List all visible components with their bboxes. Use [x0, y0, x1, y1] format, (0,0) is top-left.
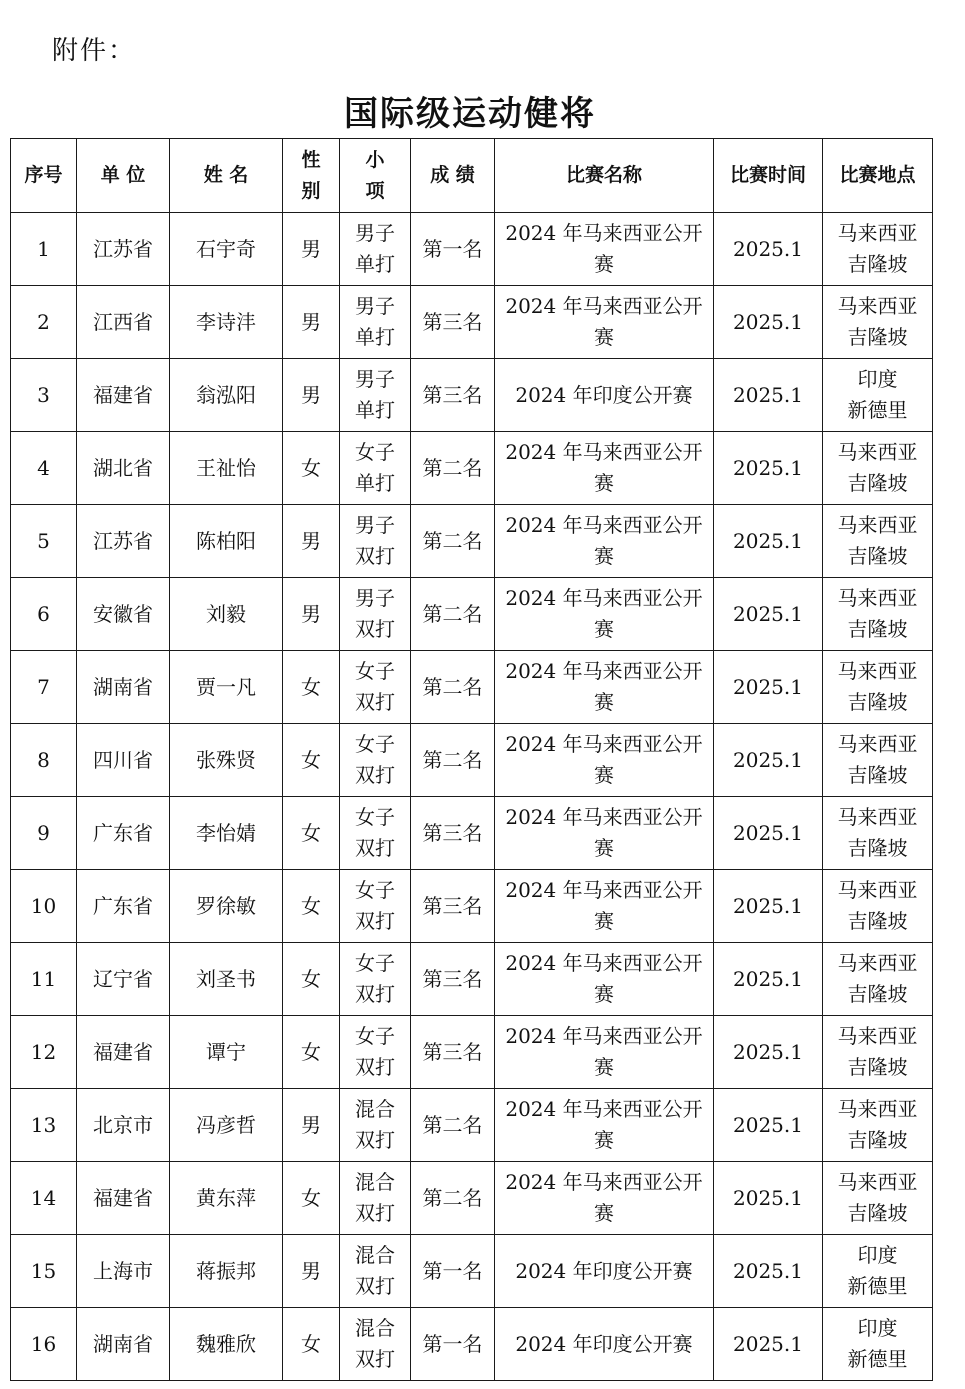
table-row: [11, 432, 933, 505]
cell-location: 马来西亚 吉隆坡: [823, 1162, 933, 1235]
cell-unit: 湖南省: [77, 1308, 170, 1381]
cell-result: 第三名: [411, 286, 495, 359]
cell-time: 2025.1: [714, 1089, 823, 1162]
cell-gender: 男: [283, 505, 340, 578]
cell-no: 7: [11, 651, 77, 724]
cell-unit: 上海市: [77, 1235, 170, 1308]
cell-time: 2025.1: [714, 1308, 823, 1381]
cell-result: 第三名: [411, 797, 495, 870]
cell-result: 第一名: [411, 1235, 495, 1308]
cell-event: 女子 单打: [340, 432, 411, 505]
cell-no: 8: [11, 724, 77, 797]
cell-event: 女子 双打: [340, 797, 411, 870]
cell-unit: 辽宁省: [77, 943, 170, 1016]
cell-event: 女子 双打: [340, 651, 411, 724]
cell-competition: 2024 年马来西亚公开赛: [495, 432, 714, 505]
cell-time: 2025.1: [714, 797, 823, 870]
col-header-no: 序号: [11, 139, 77, 213]
col-header-competition: 比赛名称: [495, 139, 714, 213]
cell-location: 马来西亚 吉隆坡: [823, 1089, 933, 1162]
cell-gender: 女: [283, 1162, 340, 1235]
table-row: [11, 651, 933, 724]
cell-result: 第一名: [411, 213, 495, 286]
cell-name: 石宇奇: [170, 213, 283, 286]
cell-competition: 2024 年马来西亚公开赛: [495, 870, 714, 943]
cell-no: 4: [11, 432, 77, 505]
cell-gender: 女: [283, 724, 340, 797]
col-header-result: 成 绩: [411, 139, 495, 213]
cell-competition: 2024 年印度公开赛: [495, 1308, 714, 1381]
cell-time: 2025.1: [714, 943, 823, 1016]
cell-name: 李怡婧: [170, 797, 283, 870]
cell-time: 2025.1: [714, 286, 823, 359]
cell-event: 混合 双打: [340, 1235, 411, 1308]
cell-name: 蒋振邦: [170, 1235, 283, 1308]
cell-competition: 2024 年马来西亚公开赛: [495, 505, 714, 578]
cell-result: 第二名: [411, 432, 495, 505]
cell-location: 印度 新德里: [823, 1308, 933, 1381]
cell-time: 2025.1: [714, 651, 823, 724]
cell-result: 第二名: [411, 651, 495, 724]
cell-unit: 湖北省: [77, 432, 170, 505]
table-row: [11, 578, 933, 651]
cell-time: 2025.1: [714, 432, 823, 505]
cell-location: 马来西亚 吉隆坡: [823, 213, 933, 286]
cell-gender: 女: [283, 1308, 340, 1381]
col-header-location: 比赛地点: [823, 139, 933, 213]
cell-no: 6: [11, 578, 77, 651]
table-row: [11, 359, 933, 432]
cell-no: 15: [11, 1235, 77, 1308]
cell-gender: 男: [283, 359, 340, 432]
cell-name: 魏雅欣: [170, 1308, 283, 1381]
cell-location: 印度 新德里: [823, 359, 933, 432]
table-header-row: [11, 139, 933, 213]
cell-name: 翁泓阳: [170, 359, 283, 432]
cell-time: 2025.1: [714, 213, 823, 286]
cell-no: 13: [11, 1089, 77, 1162]
cell-unit: 江西省: [77, 286, 170, 359]
cell-competition: 2024 年马来西亚公开赛: [495, 1016, 714, 1089]
cell-no: 14: [11, 1162, 77, 1235]
cell-no: 11: [11, 943, 77, 1016]
cell-unit: 江苏省: [77, 505, 170, 578]
cell-time: 2025.1: [714, 578, 823, 651]
cell-unit: 北京市: [77, 1089, 170, 1162]
cell-unit: 福建省: [77, 1016, 170, 1089]
table-row: [11, 797, 933, 870]
attachment-label: 附件：: [52, 36, 137, 66]
cell-competition: 2024 年马来西亚公开赛: [495, 797, 714, 870]
cell-gender: 女: [283, 943, 340, 1016]
cell-competition: 2024 年马来西亚公开赛: [495, 1162, 714, 1235]
cell-location: 马来西亚 吉隆坡: [823, 870, 933, 943]
cell-location: 马来西亚 吉隆坡: [823, 578, 933, 651]
cell-competition: 2024 年马来西亚公开赛: [495, 943, 714, 1016]
cell-competition: 2024 年马来西亚公开赛: [495, 578, 714, 651]
cell-unit: 湖南省: [77, 651, 170, 724]
athlete-table: [10, 138, 933, 1381]
cell-name: 王祉怡: [170, 432, 283, 505]
table-row: [11, 286, 933, 359]
cell-result: 第三名: [411, 943, 495, 1016]
cell-time: 2025.1: [714, 1235, 823, 1308]
cell-time: 2025.1: [714, 359, 823, 432]
cell-name: 谭宁: [170, 1016, 283, 1089]
cell-no: 1: [11, 213, 77, 286]
cell-event: 女子 双打: [340, 724, 411, 797]
cell-no: 12: [11, 1016, 77, 1089]
cell-location: 印度 新德里: [823, 1235, 933, 1308]
cell-competition: 2024 年马来西亚公开赛: [495, 724, 714, 797]
cell-event: 男子 单打: [340, 213, 411, 286]
cell-event: 混合 双打: [340, 1162, 411, 1235]
table-row: [11, 1308, 933, 1381]
table-row: [11, 1162, 933, 1235]
cell-name: 冯彦哲: [170, 1089, 283, 1162]
cell-gender: 女: [283, 651, 340, 724]
cell-unit: 福建省: [77, 1162, 170, 1235]
cell-result: 第三名: [411, 870, 495, 943]
cell-time: 2025.1: [714, 505, 823, 578]
cell-result: 第二名: [411, 578, 495, 651]
table-row: [11, 1235, 933, 1308]
cell-competition: 2024 年马来西亚公开赛: [495, 651, 714, 724]
cell-gender: 女: [283, 797, 340, 870]
cell-time: 2025.1: [714, 724, 823, 797]
cell-location: 马来西亚 吉隆坡: [823, 651, 933, 724]
cell-result: 第二名: [411, 1162, 495, 1235]
cell-gender: 女: [283, 432, 340, 505]
cell-name: 陈柏阳: [170, 505, 283, 578]
cell-competition: 2024 年印度公开赛: [495, 1235, 714, 1308]
page-title: 国际级运动健将: [344, 94, 596, 134]
cell-event: 混合 双打: [340, 1089, 411, 1162]
cell-name: 李诗沣: [170, 286, 283, 359]
cell-event: 男子 双打: [340, 505, 411, 578]
cell-time: 2025.1: [714, 1016, 823, 1089]
cell-event: 女子 双打: [340, 870, 411, 943]
cell-location: 马来西亚 吉隆坡: [823, 724, 933, 797]
cell-result: 第二名: [411, 1089, 495, 1162]
cell-gender: 男: [283, 286, 340, 359]
cell-competition: 2024 年马来西亚公开赛: [495, 213, 714, 286]
cell-no: 16: [11, 1308, 77, 1381]
cell-gender: 男: [283, 578, 340, 651]
cell-event: 女子 双打: [340, 1016, 411, 1089]
cell-event: 男子 双打: [340, 578, 411, 651]
cell-location: 马来西亚 吉隆坡: [823, 943, 933, 1016]
cell-time: 2025.1: [714, 870, 823, 943]
col-header-event: 小 项: [340, 139, 411, 213]
table-row: [11, 943, 933, 1016]
cell-event: 男子 单打: [340, 359, 411, 432]
cell-competition: 2024 年马来西亚公开赛: [495, 1089, 714, 1162]
cell-no: 10: [11, 870, 77, 943]
cell-location: 马来西亚 吉隆坡: [823, 505, 933, 578]
cell-no: 5: [11, 505, 77, 578]
cell-unit: 江苏省: [77, 213, 170, 286]
table-row: [11, 213, 933, 286]
cell-event: 女子 双打: [340, 943, 411, 1016]
cell-unit: 四川省: [77, 724, 170, 797]
cell-event: 男子 单打: [340, 286, 411, 359]
cell-name: 刘圣书: [170, 943, 283, 1016]
cell-competition: 2024 年印度公开赛: [495, 359, 714, 432]
cell-no: 3: [11, 359, 77, 432]
cell-no: 2: [11, 286, 77, 359]
cell-gender: 女: [283, 1016, 340, 1089]
table-row: [11, 505, 933, 578]
cell-location: 马来西亚 吉隆坡: [823, 797, 933, 870]
cell-no: 9: [11, 797, 77, 870]
col-header-name: 姓 名: [170, 139, 283, 213]
cell-result: 第二名: [411, 505, 495, 578]
table-row: [11, 1089, 933, 1162]
cell-result: 第三名: [411, 1016, 495, 1089]
cell-result: 第三名: [411, 359, 495, 432]
cell-gender: 男: [283, 1235, 340, 1308]
table-row: [11, 870, 933, 943]
cell-name: 黄东萍: [170, 1162, 283, 1235]
cell-location: 马来西亚 吉隆坡: [823, 286, 933, 359]
cell-unit: 安徽省: [77, 578, 170, 651]
cell-gender: 男: [283, 1089, 340, 1162]
cell-unit: 广东省: [77, 797, 170, 870]
cell-name: 张殊贤: [170, 724, 283, 797]
cell-gender: 女: [283, 870, 340, 943]
cell-result: 第二名: [411, 724, 495, 797]
cell-unit: 广东省: [77, 870, 170, 943]
cell-gender: 男: [283, 213, 340, 286]
cell-location: 马来西亚 吉隆坡: [823, 1016, 933, 1089]
cell-competition: 2024 年马来西亚公开赛: [495, 286, 714, 359]
cell-event: 混合 双打: [340, 1308, 411, 1381]
table-row: [11, 1016, 933, 1089]
cell-unit: 福建省: [77, 359, 170, 432]
col-header-time: 比赛时间: [714, 139, 823, 213]
cell-time: 2025.1: [714, 1162, 823, 1235]
cell-name: 贾一凡: [170, 651, 283, 724]
col-header-unit: 单 位: [77, 139, 170, 213]
cell-name: 刘毅: [170, 578, 283, 651]
cell-location: 马来西亚 吉隆坡: [823, 432, 933, 505]
col-header-gender: 性 别: [283, 139, 340, 213]
cell-name: 罗徐敏: [170, 870, 283, 943]
cell-result: 第一名: [411, 1308, 495, 1381]
table-row: [11, 724, 933, 797]
